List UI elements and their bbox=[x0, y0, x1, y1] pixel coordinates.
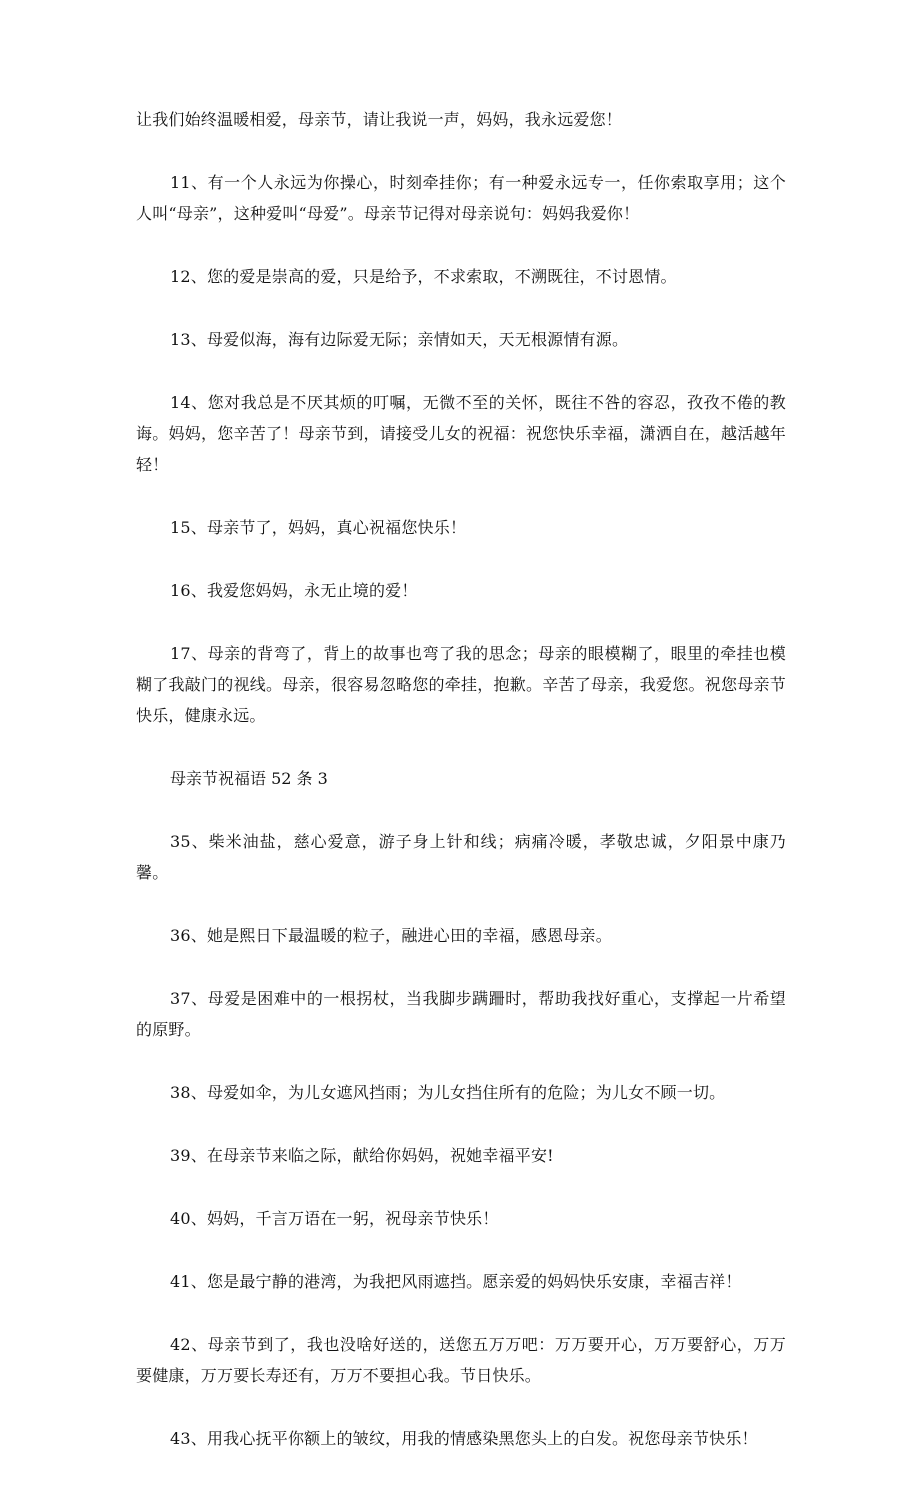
section-heading: 母亲节祝福语 52 条 3 bbox=[170, 769, 328, 788]
paragraph-13: 13、母爱似海，海有边际爱无际；亲情如天，天无根源情有源。 bbox=[170, 330, 629, 349]
paragraph-14: 14、您对我总是不厌其烦的叮嘱，无微不至的关怀，既往不咎的容忍，孜孜不倦的教诲。妈妈，您辛苦了！母亲节到，请接受儿女的祝福：祝您快乐幸福，潇洒自在，越活越年轻！ bbox=[136, 393, 786, 474]
paragraph-16: 16、我爱您妈妈，永无止境的爱！ bbox=[170, 581, 418, 600]
paragraph-11: 11、有一个人永远为你操心，时刻牵挂你；有一种爱永远专一，任你索取享用；这个人叫“母亲”，这种爱叫“母爱”。母亲节记得对母亲说句：妈妈我爱你！ bbox=[136, 173, 786, 223]
paragraph-17: 17、母亲的背弯了，背上的故事也弯了我的思念；母亲的眼模糊了，眼里的牵挂也模糊了我敲门的视线。母亲，很容易忽略您的牵挂，抱歉。辛苦了母亲，我爱您。祝您母亲节快乐，健康永远。 bbox=[136, 644, 786, 725]
paragraph-37: 37、母爱是困难中的一根拐杖，当我脚步蹒跚时，帮助我找好重心，支撑起一片希望的原野。 bbox=[136, 989, 786, 1039]
paragraph-15: 15、母亲节了，妈妈，真心祝福您快乐！ bbox=[170, 518, 467, 537]
paragraph-41: 41、您是最宁静的港湾，为我把风雨遮挡。愿亲爱的妈妈快乐安康，幸福吉祥！ bbox=[170, 1272, 742, 1291]
paragraph-40: 40、妈妈，千言万语在一躬，祝母亲节快乐！ bbox=[170, 1209, 499, 1228]
paragraph-38: 38、母爱如伞，为儿女遮风挡雨；为儿女挡住所有的危险；为儿女不顾一切。 bbox=[170, 1083, 726, 1102]
document-body bbox=[136, 104, 786, 1486]
paragraph-36: 36、她是熙日下最温暖的粒子，融进心田的幸福，感恩母亲。 bbox=[170, 926, 612, 945]
paragraph-42: 42、母亲节到了，我也没啥好送的，送您五万万吧：万万要开心，万万要舒心，万万要健康，万万要长寿还有，万万不要担心我。节日快乐。 bbox=[136, 1335, 786, 1385]
paragraph-35: 35、柴米油盐，慈心爱意，游子身上针和线；病痛冷暖，孝敬忠诚，夕阳景中康乃馨。 bbox=[136, 832, 786, 882]
paragraph-43: 43、用我心抚平你额上的皱纹，用我的情感染黑您头上的白发。祝您母亲节快乐！ bbox=[170, 1429, 758, 1448]
paragraph-12: 12、您的爱是崇高的爱，只是给予，不求索取，不溯既往，不讨恩情。 bbox=[170, 267, 677, 286]
paragraph-intro: 让我们始终温暖相爱，母亲节，请让我说一声，妈妈，我永远爱您！ bbox=[136, 110, 623, 129]
paragraph-39: 39、在母亲节来临之际，献给你妈妈，祝她幸福平安! bbox=[170, 1146, 554, 1165]
